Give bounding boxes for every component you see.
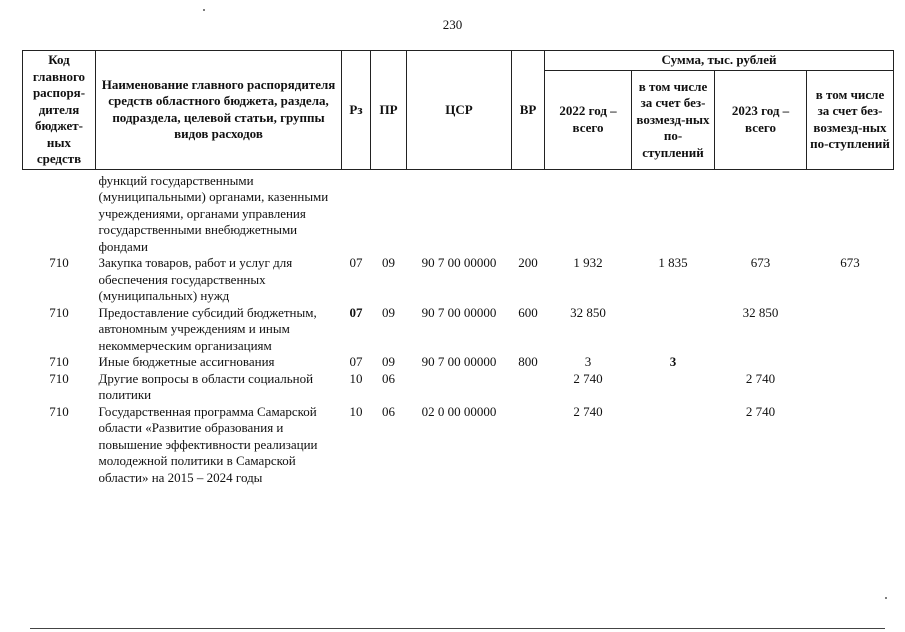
cell-2023-free [807,169,894,255]
cell-pr: 09 [382,304,395,320]
cell-2022-total: 32 850 [570,304,606,320]
cell-code [23,169,96,255]
table-row [23,371,894,404]
cell-name: функций государственными (муниципальными) органами, казенными учреждениями, органами управления государственными внебюджетными фондами [98,172,329,254]
cell-2022-free: 1 835 [658,255,688,270]
cell-name: Предоставление субсидий бюджетным, автономным учреждениям и иным некоммерческим организациям [98,304,317,353]
cell-2023-total: 2 740 [745,370,776,386]
cell-2022-free [632,169,715,255]
scan-speck [885,597,887,599]
header-2022-free: в том числе за счет без-возмезд-ных по-ступлений [632,71,715,170]
cell-2023-free: 673 [840,255,860,270]
cell-2022-free: 3 [669,354,677,369]
cell-vr [512,169,545,255]
cell-2022-total: 2 740 [573,403,603,419]
table-row [23,255,894,305]
cell-code: 710 [49,403,69,419]
cell-2022-free [632,305,715,355]
cell-rz: 10 [349,403,363,419]
page-number: 230 [442,17,463,32]
cell-csr: 90 7 00 00000 [421,255,497,270]
cell-2022-free [632,371,715,404]
cell-code: 710 [49,354,69,369]
cell-2023-total: 2 740 [745,403,776,419]
cell-rz [342,169,371,255]
cell-2023-free [807,305,894,355]
cell-name: Другие вопросы в области социальной политики [98,370,314,402]
cell-vr: 200 [518,255,538,270]
cell-vr [512,404,545,487]
cell-pr [371,169,407,255]
cell-name: Иные бюджетные ассигнования [98,354,275,369]
cell-csr: 90 7 00 00000 [421,304,497,320]
header-2022-total: 2022 год – всего [545,71,632,170]
cell-rz: 07 [349,304,363,320]
page-bottom-rule [30,628,885,629]
cell-pr: 06 [382,370,395,386]
table-row [23,354,894,371]
header-code: Код главного распоря-дителя бюджет-ных средств [23,51,96,170]
header-sum-group: Сумма, тыс. рублей [545,51,894,71]
cell-2023-total: 32 850 [742,304,779,320]
cell-2022-free [632,404,715,487]
header-name: Наименование главного распорядителя средств областного бюджета, раздела, подраздела, целевой статьи, группы видов расходов [96,51,342,170]
cell-2022-total: 2 740 [573,370,603,386]
budget-table [22,50,894,486]
table-row [23,169,894,255]
cell-2023-free [807,354,894,371]
cell-code: 710 [49,370,69,386]
header-csr: ЦСР [407,51,512,170]
cell-code: 710 [49,255,69,270]
cell-vr [512,371,545,404]
cell-pr: 09 [382,354,395,369]
header-2023-total: 2023 год – всего [715,71,807,170]
cell-rz: 07 [349,255,363,270]
cell-vr: 800 [518,354,538,369]
cell-2022-total: 3 [584,354,592,369]
cell-name: Закупка товаров, работ и услуг для обеспечения государственных (муниципальных) нужд [98,255,293,303]
cell-2022-total: 1 932 [573,255,603,270]
header-rz: Рз [342,51,371,170]
cell-2022-total [545,169,632,255]
table-header [23,51,894,170]
table-row [23,404,894,487]
header-2023-free: в том числе за счет без-возмезд-ных по-ступлений [807,71,894,170]
cell-csr: 90 7 00 00000 [421,354,497,369]
cell-vr: 600 [518,304,538,320]
cell-2023-total: 673 [750,255,771,270]
cell-2023-free [807,404,894,487]
cell-csr: 02 0 00 00000 [421,403,497,419]
cell-rz: 07 [349,354,363,369]
scan-speck [203,9,205,11]
header-vr: ВР [512,51,545,170]
cell-2023-total [715,169,807,255]
cell-rz: 10 [349,370,363,386]
cell-pr: 06 [382,403,395,419]
table-row [23,305,894,355]
cell-csr [407,169,512,255]
table-body [23,169,894,486]
cell-name: Государственная программа Самарской области «Развитие образования и повышение эффективности реализации молодежной политики в Самарской области» на 2015 – 2024 годы [98,403,318,485]
cell-2023-free [807,371,894,404]
header-pr: ПР [371,51,407,170]
cell-2023-total [715,354,807,371]
cell-pr: 09 [382,255,395,270]
cell-code: 710 [49,304,69,320]
cell-csr [407,371,512,404]
